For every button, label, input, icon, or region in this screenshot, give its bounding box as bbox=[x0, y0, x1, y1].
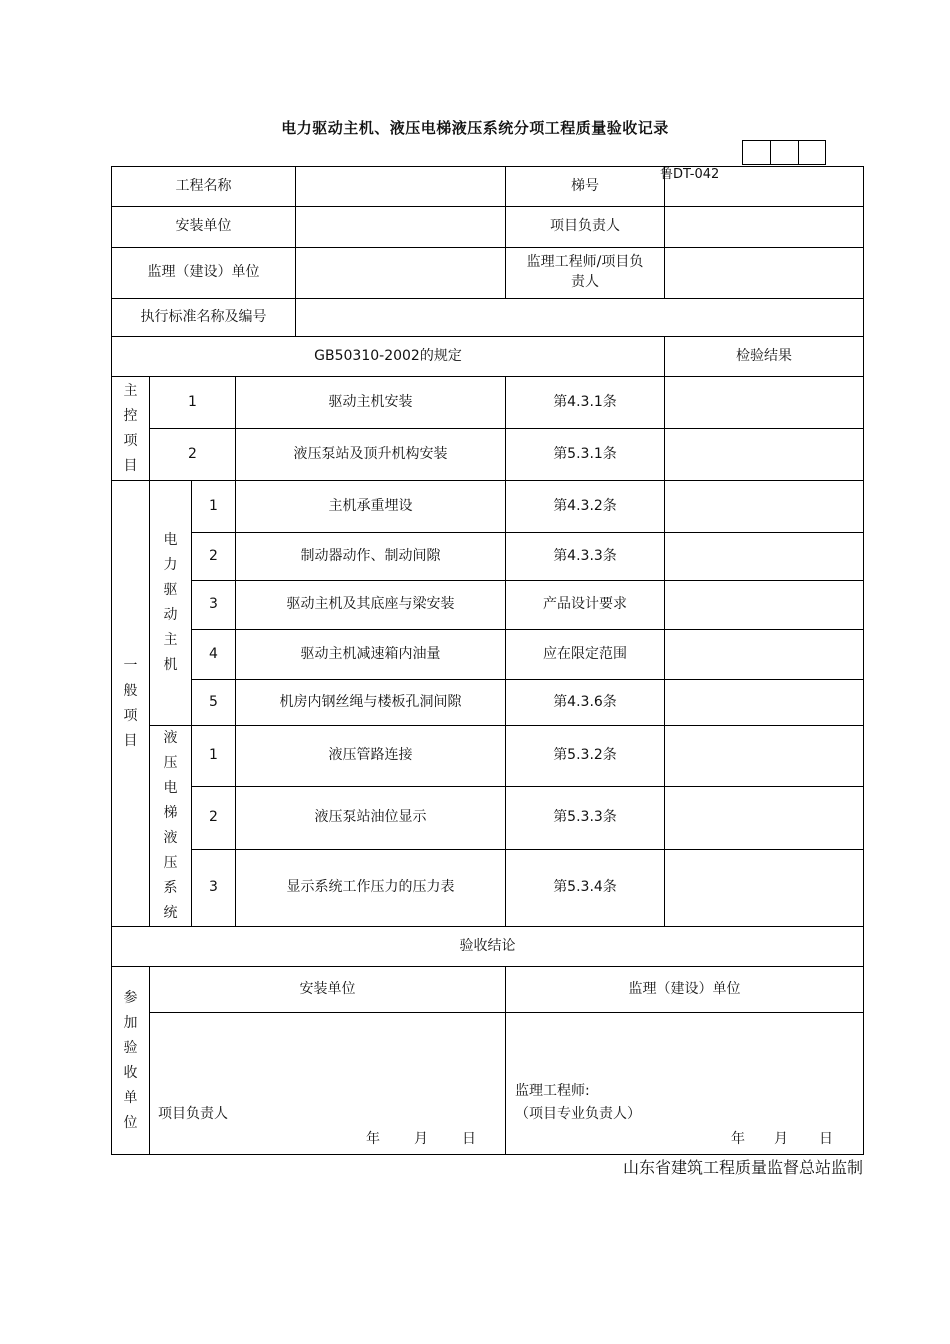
date-month: 月 bbox=[414, 1131, 428, 1147]
item-name: 驱动主机及其底座与梁安装 bbox=[236, 581, 506, 630]
number-box[interactable] bbox=[742, 140, 770, 165]
install-signature-cell[interactable] bbox=[150, 1013, 506, 1155]
participant-install-unit: 安装单位 bbox=[150, 967, 506, 1013]
date-day: 日 bbox=[819, 1131, 833, 1147]
item-name: 液压泵站及顶升机构安装 bbox=[236, 429, 506, 481]
result-header: 检验结果 bbox=[665, 337, 864, 377]
elevator-no-value[interactable] bbox=[665, 167, 864, 207]
item-result[interactable] bbox=[665, 377, 864, 429]
item-clause: 第5.3.4条 bbox=[506, 849, 665, 926]
form-title: 电力驱动主机、液压电梯液压系统分项工程质量验收记录 bbox=[281, 119, 669, 137]
item-clause: 第4.3.1条 bbox=[506, 377, 665, 429]
item-no: 2 bbox=[150, 429, 236, 481]
item-name: 显示系统工作压力的压力表 bbox=[236, 849, 506, 926]
item-result[interactable] bbox=[665, 849, 864, 926]
item-clause: 第4.3.3条 bbox=[506, 533, 665, 581]
item-clause: 第5.3.1条 bbox=[506, 429, 665, 481]
item-name: 驱动主机安装 bbox=[236, 377, 506, 429]
project-manager-value[interactable] bbox=[665, 207, 864, 248]
supervision-engineer-value[interactable] bbox=[665, 248, 864, 299]
install-unit-value[interactable] bbox=[296, 207, 506, 248]
item-no: 1 bbox=[150, 377, 236, 429]
number-box[interactable] bbox=[798, 140, 826, 165]
group-label-electric: 电力驱动主机 bbox=[150, 481, 192, 726]
item-result[interactable] bbox=[665, 481, 864, 533]
item-result[interactable] bbox=[665, 429, 864, 481]
project-manager-label: 项目负责人 bbox=[506, 207, 665, 248]
item-name: 制动器动作、制动间隙 bbox=[236, 533, 506, 581]
supervision-engineer-label: 监理工程师/项目负责人 bbox=[506, 248, 665, 299]
item-result[interactable] bbox=[665, 630, 864, 680]
standard-value[interactable] bbox=[296, 299, 864, 337]
item-clause: 应在限定范围 bbox=[506, 630, 665, 680]
item-name: 主机承重埋设 bbox=[236, 481, 506, 533]
item-result[interactable] bbox=[665, 581, 864, 630]
item-clause: 产品设计要求 bbox=[506, 581, 665, 630]
install-unit-label: 安装单位 bbox=[112, 207, 296, 248]
item-clause: 第4.3.6条 bbox=[506, 680, 665, 726]
item-clause: 第5.3.3条 bbox=[506, 787, 665, 849]
item-clause: 第4.3.2条 bbox=[506, 481, 665, 533]
general-items-label: 一般项目 bbox=[112, 481, 150, 927]
elevator-no-label: 梯号 bbox=[506, 167, 665, 207]
group-label-hydraulic: 液压电梯液压系统 bbox=[150, 726, 192, 927]
item-result[interactable] bbox=[665, 533, 864, 581]
item-clause: 第5.3.2条 bbox=[506, 726, 665, 787]
item-name: 液压泵站油位显示 bbox=[236, 787, 506, 849]
item-name: 液压管路连接 bbox=[236, 726, 506, 787]
item-no: 5 bbox=[192, 680, 236, 726]
footer-issuer: 山东省建筑工程质量监督总站监制 bbox=[622, 1158, 863, 1177]
project-name-value[interactable] bbox=[296, 167, 506, 207]
form-code: 鲁DT-042 bbox=[660, 167, 720, 182]
supervision-unit-value[interactable] bbox=[296, 248, 506, 299]
item-no: 2 bbox=[192, 787, 236, 849]
main-control-label: 主控项目 bbox=[112, 377, 150, 481]
form-number-boxes bbox=[742, 140, 826, 165]
date-year: 年 bbox=[366, 1131, 380, 1147]
item-no: 1 bbox=[192, 726, 236, 787]
project-name-label: 工程名称 bbox=[112, 167, 296, 207]
item-result[interactable] bbox=[665, 726, 864, 787]
number-box[interactable] bbox=[770, 140, 798, 165]
supervision-unit-label: 监理（建设）单位 bbox=[112, 248, 296, 299]
item-name: 驱动主机减速箱内油量 bbox=[236, 630, 506, 680]
install-signer: 项目负责人 bbox=[158, 1106, 228, 1122]
spec-header: GB50310-2002的规定 bbox=[112, 337, 665, 377]
item-no: 1 bbox=[192, 481, 236, 533]
date-day: 日 bbox=[462, 1131, 476, 1147]
participant-supervision-unit: 监理（建设）单位 bbox=[506, 967, 864, 1013]
date-year: 年 bbox=[731, 1131, 745, 1147]
item-no: 4 bbox=[192, 630, 236, 680]
conclusion-label: 验收结论 bbox=[112, 927, 864, 967]
item-result[interactable] bbox=[665, 680, 864, 726]
supervision-signer: 监理工程师: bbox=[515, 1083, 590, 1099]
item-no: 3 bbox=[192, 581, 236, 630]
date-month: 月 bbox=[774, 1131, 788, 1147]
standard-label: 执行标准名称及编号 bbox=[112, 299, 296, 337]
supervision-signer-role: （项目专业负责人） bbox=[515, 1106, 641, 1122]
acceptance-record-table bbox=[111, 166, 864, 1155]
item-result[interactable] bbox=[665, 787, 864, 849]
participants-label: 参加验收单位 bbox=[112, 967, 150, 1155]
item-no: 3 bbox=[192, 849, 236, 926]
item-no: 2 bbox=[192, 533, 236, 581]
item-name: 机房内钢丝绳与楼板孔洞间隙 bbox=[236, 680, 506, 726]
supervision-signature-cell[interactable] bbox=[506, 1013, 864, 1155]
